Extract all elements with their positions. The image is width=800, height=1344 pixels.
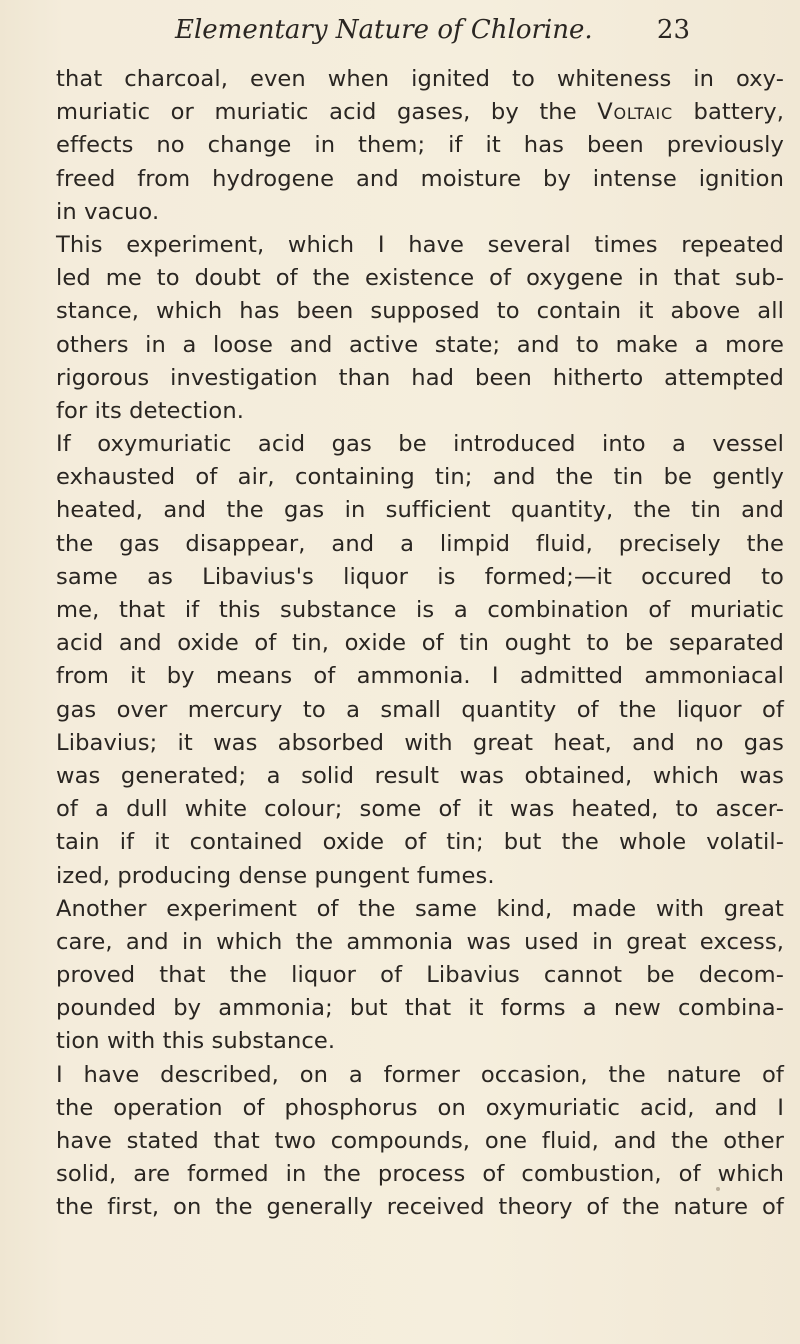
text-line: This experiment, which I have several times repeated [56, 231, 784, 258]
text-line: freed from hydrogene and moisture by intense ignition [56, 165, 784, 192]
text-line [56, 96, 784, 129]
text-line: care, and in which the ammonia was used in great excess, [56, 928, 784, 955]
text-line: tion with this substance. [56, 1028, 336, 1055]
text-line: pounded by ammonia; but that it forms a new combina- [56, 995, 784, 1022]
text-line: in vacuo. [56, 198, 160, 225]
voltaic-smallcaps: Voltaic [597, 99, 673, 126]
running-title: Elementary Nature of Chlorine. [175, 15, 593, 45]
text-line: was generated; a solid result was obtained, which was [56, 762, 784, 789]
body-text [56, 63, 784, 1225]
text-line: the gas disappear, and a limpid fluid, precisely the [56, 530, 784, 557]
text-line: others in a loose and active state; and to make a more [56, 331, 784, 358]
text-line: me, that if this substance is a combination of muriatic [56, 597, 784, 623]
text-line: acid and oxide of tin, oxide of tin ought to be separated [56, 630, 784, 657]
text-line: stance, which has been supposed to contain it above all [56, 298, 784, 325]
text-fragment: muriatic or muriatic acid gases, by the [56, 99, 598, 126]
text-line: tain if it contained oxide of tin; but the whole volatil- [56, 829, 784, 856]
text-line: gas over mercury to a small quantity of the liquor of [56, 696, 784, 723]
text-line: proved that the liquor of Libavius cannot be decom- [56, 962, 784, 989]
text-line: for its detection. [56, 397, 245, 424]
text-line: exhausted of air, containing tin; and the tin be gently [56, 464, 784, 491]
text-line: same as Libavius's liquor is formed;—it occured to [56, 563, 784, 590]
text-line: Another experiment of the same kind, made with great [56, 895, 784, 922]
text-line: Libavius; it was absorbed with great heat, and no gas [56, 729, 784, 756]
text-line: rigorous investigation than had been hitherto attempted [56, 364, 784, 391]
paper-speck [716, 1187, 720, 1191]
text-line: solid, are formed in the process of combustion, of which [56, 1161, 784, 1188]
text-line: led me to doubt of the existence of oxygene in that sub- [56, 265, 784, 292]
text-line: the first, on the generally received theory of the nature of [56, 1194, 784, 1221]
text-line: If oxymuriatic acid gas be introduced into a vessel [56, 431, 784, 458]
text-line: effects no change in them; if it has been previously [56, 132, 784, 159]
text-line: of a dull white colour; some of it was heated, to ascer- [56, 796, 784, 823]
text-line: from it by means of ammonia. I admitted ammoniacal [56, 663, 784, 690]
text-fragment: battery, [673, 99, 784, 126]
text-line: the operation of phosphorus on oxymuriatic acid, and I [56, 1094, 784, 1121]
text-line: have stated that two compounds, one fluid, and the other [56, 1128, 784, 1154]
page-number: 23 [656, 15, 690, 45]
text-line: that charcoal, even when ignited to whiteness in oxy- [56, 66, 784, 92]
text-line: ized, producing dense pungent fumes. [56, 862, 495, 889]
page-header [175, 10, 690, 50]
text-line: I have described, on a former occasion, the nature of [56, 1061, 784, 1088]
text-line: heated, and the gas in sufficient quantity, the tin and [56, 497, 784, 524]
